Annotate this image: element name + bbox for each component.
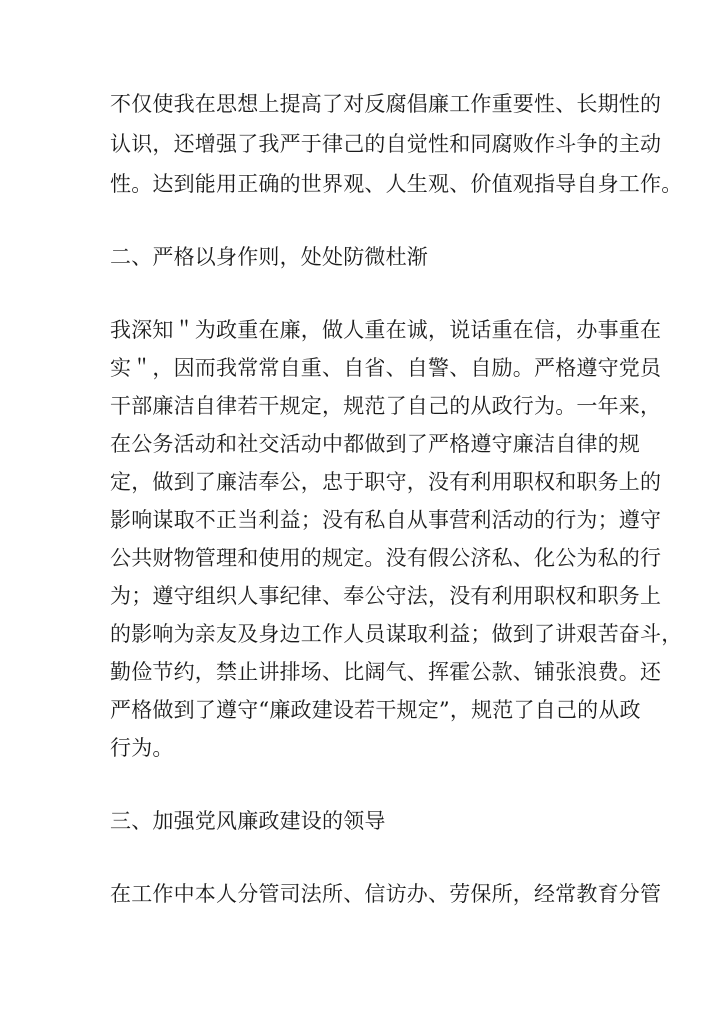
- paragraph-line: 在公务活动和社交活动中都做到了严格遵守廉洁自律的规: [110, 432, 640, 456]
- paragraph-line: 性。达到能用正确的世界观、人生观、价值观指导自身工作。: [110, 172, 683, 196]
- paragraph-line: 勤俭节约，禁止讲排场、比阔气、挥霍公款、铺张浪费。还: [110, 660, 662, 684]
- paragraph-line: 认识，还增强了我严于律己的自觉性和同腐败作斗争的主动: [110, 132, 662, 156]
- paragraph-line: 定，做到了廉洁奉公，忠于职守，没有利用职权和职务上的: [110, 470, 662, 494]
- paragraph-line: 影响谋取不正当利益；没有私自从事营利活动的行为；遵守: [110, 508, 662, 532]
- paragraph-line: 实＂，因而我常常自重、自省、自警、自励。严格遵守党员: [110, 356, 662, 380]
- paragraph-line: 不仅使我在思想上提高了对反腐倡廉工作重要性、长期性的: [110, 92, 662, 116]
- paragraph-line: 行为。: [110, 736, 174, 760]
- paragraph-line: 为；遵守组织人事纪律、奉公守法，没有利用职权和职务上: [110, 584, 662, 608]
- paragraph-line: 干部廉洁自律若干规定，规范了自己的从政行为。一年来，: [110, 394, 662, 418]
- section-heading: 二、严格以身作则，处处防微杜渐: [110, 245, 428, 269]
- paragraph-line: 在工作中本人分管司法所、信访办、劳保所，经常教育分管: [110, 882, 662, 906]
- section-heading: 三、加强党风廉政建设的领导: [110, 809, 386, 833]
- paragraph-line: 公共财物管理和使用的规定。没有假公济私、化公为私的行: [110, 546, 662, 570]
- paragraph-line: 的影响为亲友及身边工作人员谋取利益；做到了讲艰苦奋斗，: [110, 622, 683, 646]
- paragraph-line: 严格做到了遵守“廉政建设若干规定”，规范了自己的从政: [110, 698, 641, 722]
- paragraph-line: 我深知＂为政重在廉，做人重在诚，说话重在信，办事重在: [110, 318, 662, 342]
